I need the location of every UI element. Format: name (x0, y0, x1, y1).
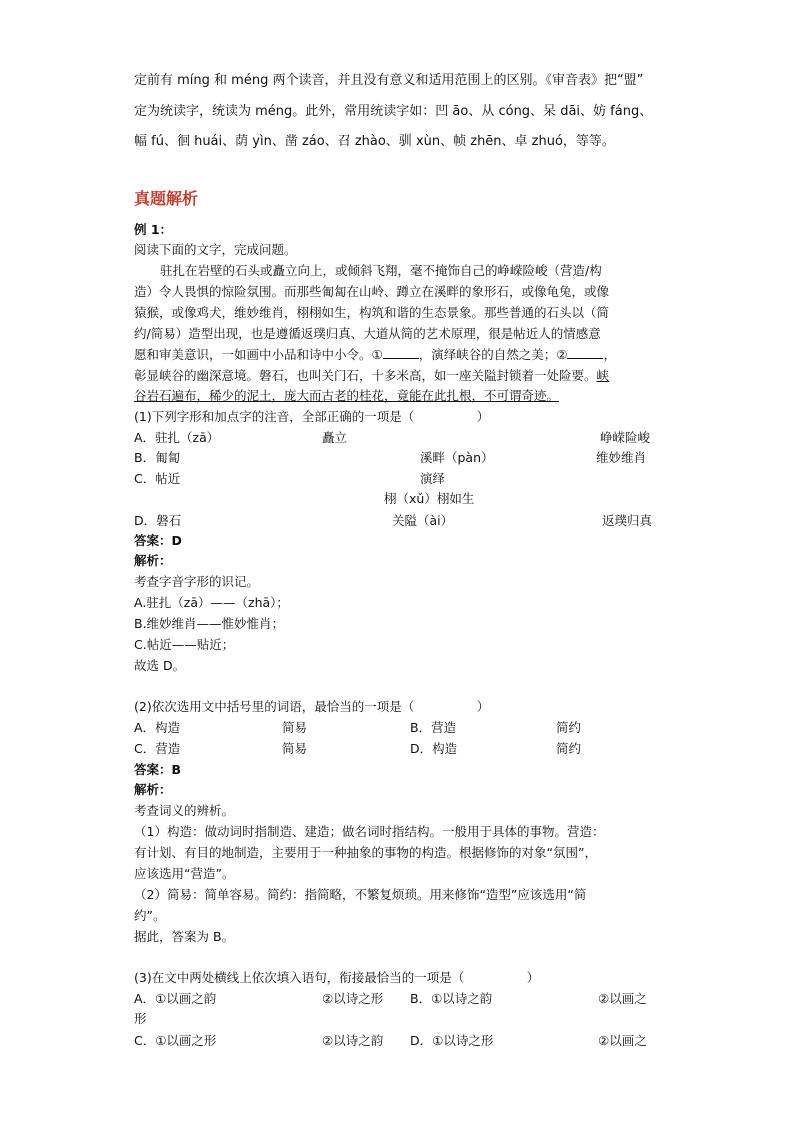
q3-option-c-1: C．①以画之形 (134, 1033, 217, 1048)
q1-option-b-1: B．匍匐 (134, 450, 181, 465)
q1-explanation-3: B.维妙维肖——惟妙惟肖； (134, 616, 285, 631)
q3-option-a-1: A．①以画之韵 (134, 991, 217, 1006)
q1-stem: (1)下列字形和加点字的注音，全部正确的一项是（ ） (134, 409, 490, 424)
q1-option-d-1: D．磐石 (134, 513, 182, 528)
q2-analysis-label: 解析： (134, 782, 172, 797)
q2-option-d-1: D．构造 (410, 741, 458, 756)
q1-option-b-3: 维妙维肖 (596, 450, 647, 465)
q2-option-d-2: 简约 (556, 741, 582, 756)
q3-option-b-2: ②以画之 (598, 991, 647, 1006)
q2-explanation-3: 有计划、有目的地制造，主要用于一种抽象的事物的构造。根据修饰的对象“氛围”， (134, 845, 597, 860)
passage-line-7: 谷岩石遍布，稀少的泥土，庞大而古老的桂花，竟能在此扎根，不可谓奇迹。 (134, 388, 560, 403)
q2-explanation-6: 约”。 (134, 908, 166, 923)
passage-line-6-a: 彰显峡谷的幽深意境。磐石，也叫关门石，十多米高，如一座关隘封锁着一处险要。 (134, 368, 597, 383)
q3-option-a-2: ②以诗之形 (322, 991, 384, 1006)
example-label: 例 1： (134, 222, 173, 237)
q1-option-a-3: 峥嵘险峻 (600, 430, 651, 445)
intro-line-3: 幅 fú、徊 huái、荫 yìn、凿 záo、召 zhào、驯 xùn、帧 zhēn、卓 zhuó，等等。 (134, 134, 615, 149)
q3-option-b-wrap: 形 (134, 1011, 147, 1026)
q2-explanation-1: 考查词义的辨析。 (134, 803, 235, 818)
q2-option-b-1: B．营造 (410, 720, 457, 735)
q2-stem: (2)依次选用文中括号里的词语，最恰当的一项是（ ） (134, 699, 490, 714)
q2-option-c-1: C．营造 (134, 741, 181, 756)
q2-option-b-2: 简约 (556, 720, 582, 735)
passage-line-6 (134, 366, 609, 384)
passage-line-3: 猿猴，或像鸡犬，维妙维肖，栩栩如生，构筑和谐的生态景象。那些普通的石头以（简 (134, 305, 610, 320)
q1-option-c-2: 演绎 (420, 471, 446, 486)
blank-2 (567, 346, 603, 359)
q1-option-b-2: 溪畔（pàn） (420, 450, 494, 465)
passage-line-5 (134, 345, 616, 363)
passage-line-5-a: 愿和审美意识，一如画中小品和诗中小令。① (134, 347, 383, 362)
q1-explanation-2: A.驻扎（zā）——（zhā）； (134, 595, 289, 610)
q3-stem: (3)在文中两处横线上依次填入语句，衔接最恰当的一项是（ ） (134, 970, 540, 985)
blank-1 (383, 346, 419, 359)
q1-explanation-5: 故选 D。 (134, 658, 186, 673)
q1-option-d-3: 返璞归真 (602, 513, 653, 528)
q1-analysis-label: 解析： (134, 553, 172, 568)
passage-line-6-b: 峡 (596, 368, 610, 383)
passage-line-4: 约/简易）造型出现，也是遵循返璞归真、大道从简的艺术原理，很是帖近人的情感意 (134, 326, 601, 341)
q2-explanation-7: 据此，答案为 B。 (134, 929, 235, 944)
passage-line-5-b: ，演绎峡谷的自然之美；② (418, 347, 568, 362)
q1-explanation-4: C.帖近——贴近； (134, 637, 235, 652)
q3-option-b-1: B．①以诗之韵 (410, 991, 493, 1006)
passage-line-5-c: ， (603, 347, 616, 362)
q2-explanation-5: （2）简易：简单容易。简约：指简略，不繁复烦琐。用来修饰“造型”应该选用“简 (134, 887, 587, 902)
q1-option-c-3: 栩（xǔ）栩如生 (384, 491, 475, 506)
q1-explanation-1: 考查字音字形的识记。 (134, 574, 260, 589)
q2-option-a-2: 简易 (282, 720, 308, 735)
section-title: 真题解析 (134, 189, 199, 208)
q1-answer: 答案：D (134, 533, 182, 548)
q3-option-d-1: D．①以诗之形 (410, 1033, 494, 1048)
q3-option-d-2: ②以画之 (598, 1033, 647, 1048)
passage-line-2: 造）令人畏惧的惊险氛围。而那些匍匐在山岭、蹲立在溪畔的象形石，或像龟兔，或像 (134, 284, 610, 299)
intro-line-2: 定为统读字，统读为 méng。此外，常用统读字如：凹 āo、从 cóng、呆 dāi、妨 fáng、 (134, 104, 653, 119)
q2-option-c-2: 简易 (282, 741, 308, 756)
q1-option-c-1: C．帖近 (134, 471, 181, 486)
q2-explanation-2: （1）构造：做动词时指制造、建造；做名词时指结构。一般用于具体的事物。营造： (134, 824, 605, 839)
passage-line-1: 驻扎在岩壁的石头或矗立向上，或倾斜飞翔，毫不掩饰自己的峥嵘险峻（营造/构 (160, 263, 602, 278)
example-instruction: 阅读下面的文字，完成问题。 (134, 242, 297, 257)
q1-option-a-2: 矗立 (322, 430, 348, 445)
q1-option-a-1: A．驻扎（zā） (134, 430, 220, 445)
intro-line-1: 定前有 míng 和 méng 两个读音，并且没有意义和适用范围上的区别。《审音表》把“盟” (134, 73, 644, 88)
q2-answer: 答案：B (134, 762, 182, 777)
q3-option-c-2: ②以诗之韵 (322, 1033, 384, 1048)
q2-explanation-4: 应该选用“营造”。 (134, 866, 235, 881)
q1-option-d-2: 关隘（ài） (392, 513, 454, 528)
q2-option-a-1: A．构造 (134, 720, 181, 735)
